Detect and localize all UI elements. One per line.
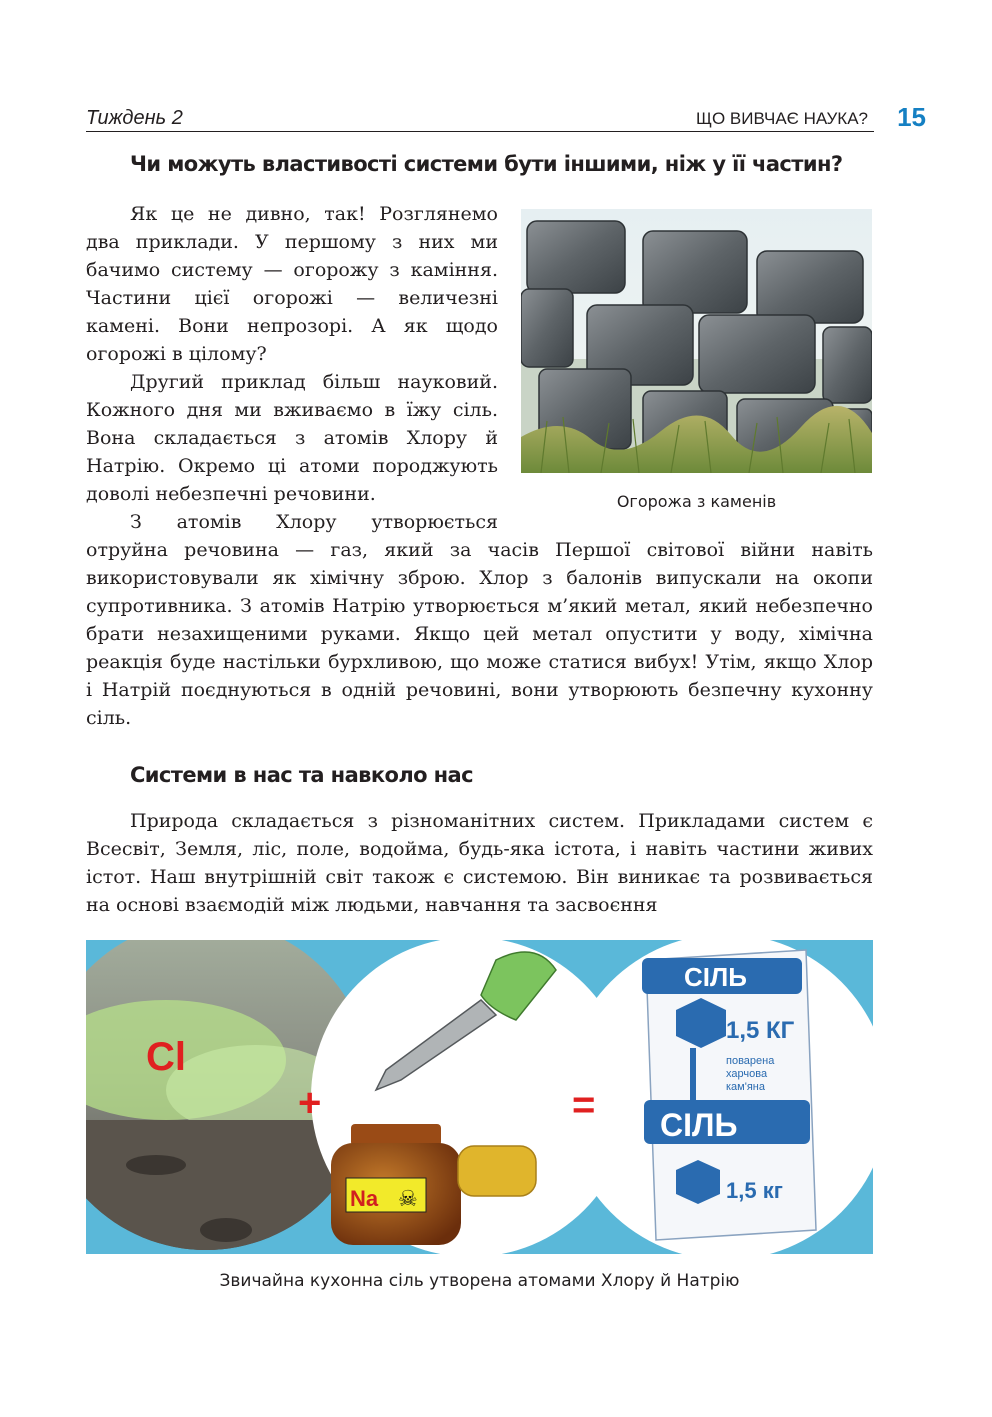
photo-caption: Огорожа з каменів bbox=[616, 492, 777, 511]
salt-weight-bottom: 1,5 кг bbox=[726, 1178, 783, 1203]
figure-caption: Звичайна кухонна сіль утворена атомами Хлору й Натрію bbox=[219, 1271, 740, 1291]
stone-fence-photo bbox=[521, 209, 872, 473]
plus-sign: + bbox=[298, 1081, 322, 1125]
salt-brand-main: СІЛЬ bbox=[660, 1107, 738, 1143]
header-rule bbox=[86, 131, 874, 132]
salt-desc-1: поварена bbox=[726, 1055, 775, 1067]
week-label: Тиждень 2 bbox=[86, 107, 183, 129]
chlorine-symbol: Cl bbox=[146, 1035, 186, 1079]
salt-desc-3: кам'яна bbox=[726, 1081, 765, 1093]
section-title: ЩО ВИВЧАЄ НАУКА? bbox=[696, 109, 868, 128]
salt-composition-figure bbox=[86, 940, 873, 1254]
poison-icon: ☠ bbox=[398, 1187, 418, 1212]
section1-paragraph-1: Як це не дивно, так! Розглянемо два приклади. У першому з них ми бачимо систему — огорожу з каміння. Частини цієї огорожі — величезні камені. Вони непрозорі. А як щодо огорожі в цілому? bbox=[86, 203, 498, 365]
section1-paragraph-3-rest: отруйна речовина — газ, який за часів Першої світової війни навіть використовували як хімічну зброю. Хлор з балонів випускали на окопи супротивника. З атомів Натрію утворюється м’який метал, який небезпечно брати незахищеними руками. Якщо цей метал опустити у воду, хімічна реакція буде настільки бурхливою, що може статися вибух! Утім, якщо Хлор і Натрій поєднуються в одній речовині, вони утворюють безпечну кухонну сіль. bbox=[86, 539, 873, 729]
section1-paragraph-3-start: З атомів Хлору утворюється bbox=[130, 511, 498, 533]
section2-paragraph-1: Природа складається з різноманітних систем. Прикладами систем є Всесвіт, Земля, ліс, поле, водойма, будь-яка істота, і навіть частини живих істот. Наш внутрішній світ також є системою. Він виникає та розвивається на основі взаємодій між людьми, навчання та засвоєння bbox=[86, 810, 873, 916]
section1-paragraph-2: Другий приклад більш науковий. Кожного дня ми вживаємо в їжу сіль. Вона складається з атомів Хлору й Натрію. Окремо ці атоми породжують доволі небезпечні речовини. bbox=[86, 371, 498, 505]
salt-brand-top: СІЛЬ bbox=[684, 962, 747, 992]
equals-sign: = bbox=[572, 1083, 596, 1127]
salt-desc-2: харчова bbox=[726, 1068, 768, 1080]
section2-heading: Системи в нас та навколо нас bbox=[130, 763, 473, 787]
page-number: 15 bbox=[897, 102, 926, 132]
section1-heading: Чи можуть властивості системи бути іншими, ніж у її частин? bbox=[130, 152, 843, 176]
salt-weight-top: 1,5 КГ bbox=[726, 1017, 795, 1044]
page-header bbox=[86, 104, 926, 134]
sodium-symbol: Na bbox=[350, 1186, 379, 1211]
